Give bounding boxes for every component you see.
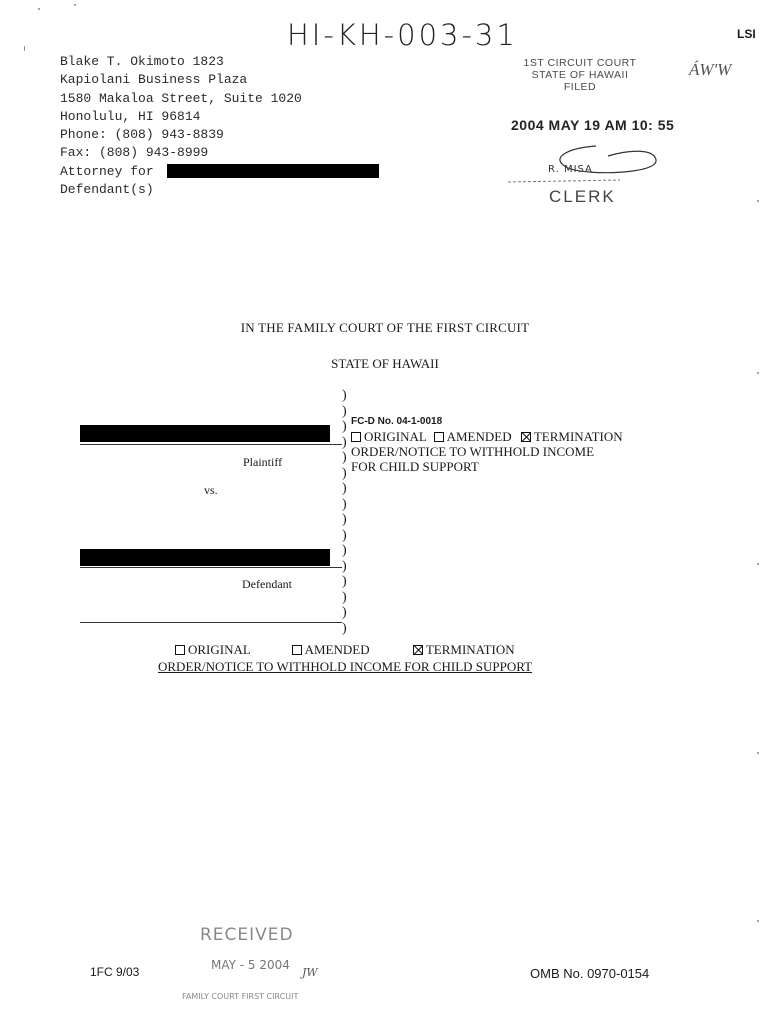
attorney-city-line: Honolulu, HI 96814	[60, 108, 201, 124]
attorney-street-line: 1580 Makaloa Street, Suite 1020	[60, 90, 302, 106]
plaintiff-label: Plaintiff	[243, 455, 283, 469]
order-title: ORDER/NOTICE TO WITHHOLD INCOME FOR CHILD SUPPORT	[158, 659, 533, 674]
handwritten-case-id: HI-KH-003-31	[287, 18, 518, 52]
scan-speck	[757, 920, 759, 922]
scan-speck	[757, 372, 759, 374]
title-amended-checkbox	[292, 645, 302, 655]
initials-mark: ÁW'W	[689, 60, 732, 79]
received-org: FAMILY COURT FIRST CIRCUIT	[182, 992, 299, 1001]
defendant-redaction	[80, 549, 330, 566]
original-checkbox	[351, 432, 361, 442]
corner-mark: LSI	[737, 27, 756, 41]
title-termination-checkbox	[413, 645, 423, 655]
attorney-firm-line: Kapiolani Business Plaza	[60, 72, 248, 88]
stamp-state: STATE OF HAWAII	[531, 69, 629, 81]
scan-speck	[757, 200, 759, 202]
stamp-status: FILED	[563, 81, 597, 93]
stamp-datetime: 2004 MAY 19 AM 10: 55	[511, 117, 675, 133]
attorney-for-line	[60, 163, 379, 181]
original-option-label: ORIGINAL	[364, 429, 427, 444]
form-code: 1FC 9/03	[90, 965, 140, 979]
stamp-clerk: CLERK	[549, 187, 616, 206]
attorney-fax-line: Fax: (808) 943-8999	[60, 145, 209, 161]
scan-speck	[757, 563, 759, 565]
attorney-name-line: Blake T. Okimoto 1823	[60, 54, 224, 69]
caption-right	[351, 414, 623, 474]
caption-paren-column: ) ) ) ) ) ) ) ) ) ) ) ) ) ) ) )	[342, 388, 347, 636]
attorney-for-label: Attorney for	[60, 163, 154, 179]
attorney-block	[60, 53, 379, 199]
termination-option-label: TERMINATION	[533, 429, 623, 444]
amended-checkbox	[434, 432, 444, 442]
title-termination-label: TERMINATION	[425, 642, 515, 657]
stamp-signature: R. MISA	[548, 164, 593, 175]
title-amended-label: AMENDED	[304, 642, 370, 657]
defendant-label: Defendant	[242, 577, 292, 591]
caption-order-line-2: FOR CHILD SUPPORT	[351, 459, 479, 474]
plaintiff-line	[80, 444, 342, 445]
received-initials: JW	[302, 966, 318, 979]
defendant-line	[80, 567, 342, 568]
caption-order-line: ORDER/NOTICE TO WITHHOLD INCOME	[351, 444, 595, 459]
scan-speck	[74, 4, 76, 6]
court-title: IN THE FAMILY COURT OF THE FIRST CIRCUIT	[240, 320, 530, 335]
caption-bottom-line	[80, 622, 342, 623]
caption-options	[351, 429, 623, 444]
received-stamp: RECEIVED	[200, 925, 294, 945]
vs-label: vs.	[204, 483, 218, 497]
order-title-options	[175, 642, 515, 658]
redaction-bar	[167, 164, 379, 178]
case-number: FC-D No. 04-1-0018	[351, 416, 443, 427]
title-original-label: ORIGINAL	[188, 642, 251, 657]
scan-speck	[24, 46, 25, 51]
attorney-phone-line: Phone: (808) 943-8839	[60, 127, 224, 143]
received-date: MAY - 5 2004	[211, 958, 290, 972]
stamp-court: 1ST CIRCUIT COURT	[523, 57, 637, 69]
party-label: Defendant(s)	[60, 182, 154, 198]
omb-number: OMB No. 0970-0154	[530, 966, 650, 981]
amended-option-label: AMENDED	[446, 429, 512, 444]
filed-stamp	[515, 57, 645, 93]
title-original-checkbox	[175, 645, 185, 655]
court-state: STATE OF HAWAII	[331, 356, 439, 371]
plaintiff-redaction	[80, 425, 330, 442]
scan-speck	[757, 752, 759, 754]
termination-checkbox	[521, 432, 531, 442]
scan-speck	[38, 8, 40, 10]
